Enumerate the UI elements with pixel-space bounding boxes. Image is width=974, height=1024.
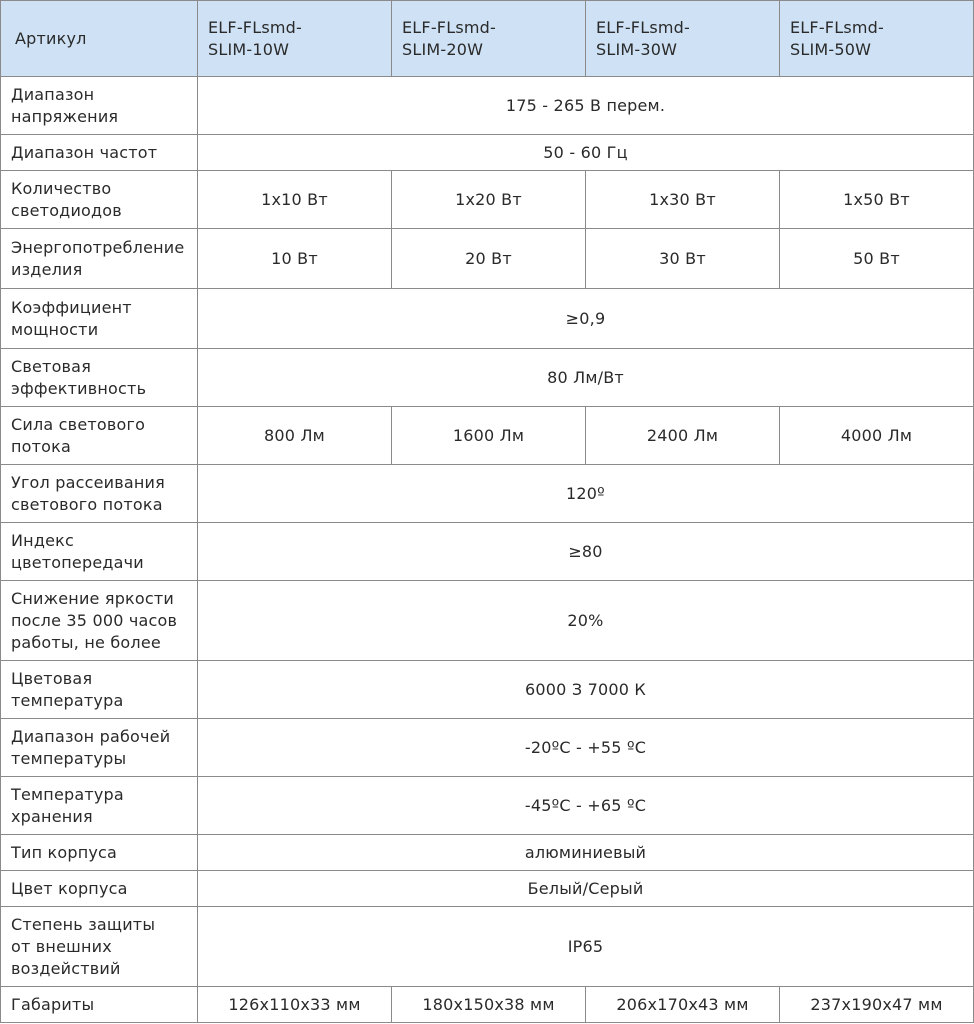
row-value: 180х150х38 мм	[392, 987, 586, 1023]
table-row	[1, 171, 974, 229]
table-row	[1, 349, 974, 407]
row-value: 120º	[198, 465, 974, 523]
row-value: 20%	[198, 581, 974, 661]
row-value: 1х10 Вт	[198, 171, 392, 229]
row-value: -45ºC - +65 ºC	[198, 777, 974, 835]
row-label: Сила светового потока	[1, 407, 198, 465]
row-label: Диапазон частот	[1, 135, 198, 171]
row-value: Белый/Серый	[198, 871, 974, 907]
row-value: 175 - 265 В перем.	[198, 77, 974, 135]
model-header: ELF-FLsmd- SLIM-50W	[780, 1, 974, 77]
row-value: 4000 Лм	[780, 407, 974, 465]
row-label: Диапазон напряжения	[1, 77, 198, 135]
header-row	[1, 1, 974, 77]
row-label: Снижение яркости после 35 000 часов работы, не более	[1, 581, 198, 661]
table-row	[1, 719, 974, 777]
row-value: 50 Вт	[780, 229, 974, 289]
row-value: 126х110х33 мм	[198, 987, 392, 1023]
row-value: 50 - 60 Гц	[198, 135, 974, 171]
table-row	[1, 581, 974, 661]
row-value: 80 Лм/Вт	[198, 349, 974, 407]
row-value: 10 Вт	[198, 229, 392, 289]
row-value: 800 Лм	[198, 407, 392, 465]
model-header: ELF-FLsmd- SLIM-10W	[198, 1, 392, 77]
row-value: ≥80	[198, 523, 974, 581]
table-row	[1, 135, 974, 171]
table-row	[1, 289, 974, 349]
row-label: Тип корпуса	[1, 835, 198, 871]
row-value: 20 Вт	[392, 229, 586, 289]
row-label: Цвет корпуса	[1, 871, 198, 907]
row-value: 1х20 Вт	[392, 171, 586, 229]
table-row	[1, 661, 974, 719]
table-row	[1, 777, 974, 835]
row-label: Энергопотребление изделия	[1, 229, 198, 289]
row-label: Цветовая температура	[1, 661, 198, 719]
row-value: IP65	[198, 907, 974, 987]
model-header: ELF-FLsmd- SLIM-30W	[586, 1, 780, 77]
row-label: Количество светодиодов	[1, 171, 198, 229]
table-row	[1, 523, 974, 581]
row-value: 1х30 Вт	[586, 171, 780, 229]
row-label: Температура хранения	[1, 777, 198, 835]
row-label: Угол рассеивания светового потока	[1, 465, 198, 523]
row-value: 30 Вт	[586, 229, 780, 289]
row-value: алюминиевый	[198, 835, 974, 871]
row-label: Диапазон рабочей температуры	[1, 719, 198, 777]
table-row	[1, 407, 974, 465]
row-value: 2400 Лм	[586, 407, 780, 465]
table-row	[1, 987, 974, 1023]
row-label: Световая эффективность	[1, 349, 198, 407]
row-value: 206х170х43 мм	[586, 987, 780, 1023]
row-label: Степень защиты от внешних воздействий	[1, 907, 198, 987]
article-header: Артикул	[1, 1, 198, 77]
row-value: -20ºC - +55 ºC	[198, 719, 974, 777]
row-value: 1600 Лм	[392, 407, 586, 465]
row-label: Габариты	[1, 987, 198, 1023]
row-value: 6000 З 7000 К	[198, 661, 974, 719]
table-row	[1, 229, 974, 289]
table-row	[1, 835, 974, 871]
table-row	[1, 907, 974, 987]
row-value: 237х190х47 мм	[780, 987, 974, 1023]
table-row	[1, 77, 974, 135]
row-label: Коэффициент мощности	[1, 289, 198, 349]
row-value: 1х50 Вт	[780, 171, 974, 229]
row-value: ≥0,9	[198, 289, 974, 349]
table-row	[1, 871, 974, 907]
model-header: ELF-FLsmd- SLIM-20W	[392, 1, 586, 77]
row-label: Индекс цветопередачи	[1, 523, 198, 581]
table-row	[1, 465, 974, 523]
